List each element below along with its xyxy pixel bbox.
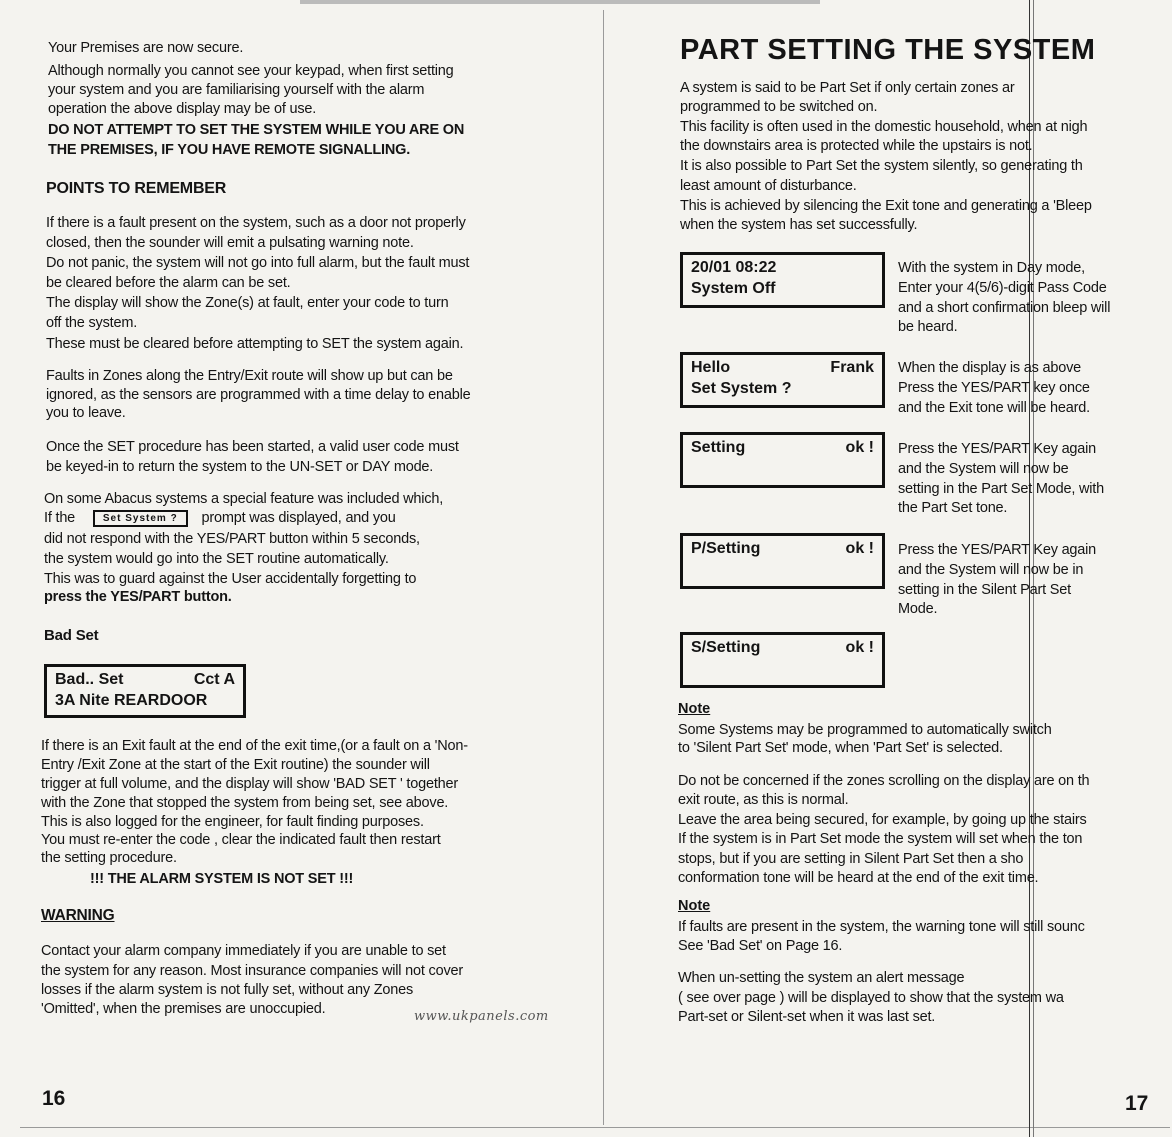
text-line: You must re-enter the code , clear the indicated fault then restart: [41, 832, 441, 848]
text-line: If the system is in Part Set mode the system will set when the ton: [678, 831, 1083, 847]
text-line: ( see over page ) will be displayed to show that the system wa: [678, 990, 1064, 1006]
display-text: ok !: [845, 639, 874, 656]
text-line: exit route, as this is normal.: [678, 792, 849, 808]
text-line: stops, but if you are setting in Silent Part Set then a sho: [678, 851, 1024, 867]
text-fragment: If the: [44, 510, 76, 526]
text-line: This is achieved by silencing the Exit tone and generating a 'Bleep: [680, 198, 1092, 214]
text-line: Although normally you cannot see your keypad, when first setting: [48, 63, 454, 79]
display-part-setting-ok: [680, 533, 885, 589]
display-text: P/Setting: [691, 540, 761, 557]
text-line: Enter your 4(5/6)-digit Pass Code: [898, 280, 1107, 296]
text-line: Press the YES/PART key once: [898, 380, 1090, 396]
text-line: the Part Set tone.: [898, 500, 1008, 516]
text-line: See 'Bad Set' on Page 16.: [678, 938, 843, 954]
text-line: This facility is often used in the domestic household, when at nigh: [680, 119, 1088, 135]
text-line: operation the above display may be of use.: [48, 101, 317, 117]
text-line: off the system.: [46, 315, 138, 331]
text-line: the system would go into the SET routine automatically.: [44, 551, 389, 567]
text-line: With the system in Day mode,: [898, 260, 1085, 276]
text-line: 'Omitted', when the premises are unoccupied.: [41, 1001, 326, 1017]
display-hello-set-system: [680, 352, 885, 408]
text-line: the setting procedure.: [41, 850, 177, 866]
right-page: [610, 0, 1172, 1137]
text-line: setting in the Part Set Mode, with: [898, 481, 1104, 497]
text-line: If faults are present in the system, the warning tone will still sounc: [678, 919, 1085, 935]
text-line: Faults in Zones along the Entry/Exit route will show up but can be: [46, 368, 453, 384]
display-silent-setting-ok: [680, 632, 885, 688]
text-line: losses if the alarm system is not fully set, without any Zones: [41, 982, 414, 998]
text-line: and the System will now be: [898, 461, 1069, 477]
note-heading: Note: [678, 701, 711, 717]
text-line: conformation tone will be heard at the end of the exit time.: [678, 870, 1039, 886]
website-watermark: www.ukpanels.com: [414, 1009, 549, 1024]
text-line: This is also logged for the engineer, for fault finding purposes.: [41, 814, 424, 830]
warning-heading: WARNING: [41, 907, 115, 924]
bad-set-heading: Bad Set: [44, 627, 99, 644]
text-line: press the YES/PART button.: [44, 589, 232, 605]
note-heading: Note: [678, 898, 711, 914]
text-line: the system for any reason. Most insurance companies will not cover: [41, 963, 463, 979]
display-text: System Off: [691, 280, 776, 297]
display-system-off: [680, 252, 885, 308]
text-line: and the Exit tone will be heard.: [898, 400, 1090, 416]
display-text: ok !: [845, 540, 874, 557]
text-line: Do not panic, the system will not go into full alarm, but the fault must: [46, 255, 470, 271]
inline-display-set-system: Set System ?: [93, 510, 188, 527]
text-line: be heard.: [898, 319, 958, 335]
text-line: On some Abacus systems a special feature was included which,: [44, 491, 444, 507]
text-line: [44, 508, 396, 528]
text-line: When un-setting the system an alert message: [678, 970, 965, 986]
text-line: with the Zone that stopped the system from being set, see above.: [41, 795, 449, 811]
alert-line: DO NOT ATTEMPT TO SET THE SYSTEM WHILE YOU ARE ON: [48, 122, 465, 138]
display-text: Frank: [830, 359, 874, 376]
text-line: Part-set or Silent-set when it was last set.: [678, 1009, 936, 1025]
text-line: When the display is as above: [898, 360, 1082, 376]
points-heading: POINTS TO REMEMBER: [46, 180, 227, 197]
text-line: you to leave.: [46, 405, 126, 421]
text-line: least amount of disturbance.: [680, 178, 857, 194]
alert-line: THE PREMISES, IF YOU HAVE REMOTE SIGNALLING.: [48, 142, 411, 158]
text-line: to 'Silent Part Set' mode, when 'Part Set' is selected.: [678, 740, 1003, 756]
text-line: be cleared before the alarm can be set.: [46, 275, 291, 291]
display-setting-ok: [680, 432, 885, 488]
text-line: Do not be concerned if the zones scrolling on the display are on th: [678, 773, 1090, 789]
text-line: Contact your alarm company immediately if you are unable to set: [41, 943, 446, 959]
display-text: Hello: [691, 359, 731, 376]
text-fragment: prompt was displayed, and you: [201, 510, 396, 526]
bad-set-display: [44, 664, 246, 718]
text-line: Press the YES/PART Key again: [898, 441, 1097, 457]
text-line: setting in the Silent Part Set: [898, 582, 1071, 598]
display-text: ok !: [845, 439, 874, 456]
text-line: when the system has set successfully.: [680, 217, 918, 233]
text-line: the downstairs area is protected while the upstairs is not.: [680, 138, 1033, 154]
text-line: Your Premises are now secure.: [48, 40, 244, 56]
text-line: closed, then the sounder will emit a pulsating warning note.: [46, 235, 414, 251]
text-line: If there is an Exit fault at the end of the exit time,(or a fault on a 'Non-: [41, 738, 468, 754]
page-title: PART SETTING THE SYSTEM: [680, 34, 1096, 66]
text-line: Some Systems may be programmed to automatically switch: [678, 722, 1052, 738]
text-line: trigger at full volume, and the display will show 'BAD SET ' together: [41, 776, 459, 792]
text-line: Press the YES/PART Key again: [898, 542, 1097, 558]
text-line: did not respond with the YES/PART button within 5 seconds,: [44, 531, 420, 547]
page-number: 16: [42, 1087, 66, 1110]
display-text: Bad.. Set: [55, 671, 124, 688]
display-text: Setting: [691, 439, 746, 456]
page-number: 17: [1125, 1092, 1149, 1115]
text-line: These must be cleared before attempting to SET the system again.: [46, 336, 464, 352]
text-line: and the System will now be in: [898, 562, 1084, 578]
display-text: 3A Nite REARDOOR: [55, 692, 208, 709]
display-text: 20/01 08:22: [691, 259, 777, 276]
text-line: Entry /Exit Zone at the start of the Exit routine) the sounder will: [41, 757, 430, 773]
text-line: Once the SET procedure has been started, a valid user code must: [46, 439, 459, 455]
text-line: A system is said to be Part Set if only certain zones ar: [680, 80, 1015, 96]
display-text: Set System ?: [691, 380, 792, 397]
text-line: and a short confirmation bleep will: [898, 300, 1111, 316]
text-line: your system and you are familiarising yourself with the alarm: [48, 82, 425, 98]
not-set-banner: !!! THE ALARM SYSTEM IS NOT SET !!!: [90, 871, 354, 887]
text-line: This was to guard against the User accidentally forgetting to: [44, 571, 417, 587]
text-line: Leave the area being secured, for example, by going up the stairs: [678, 812, 1087, 828]
text-line: programmed to be switched on.: [680, 99, 878, 115]
text-line: ignored, as the sensors are programmed with a time delay to enable: [46, 387, 471, 403]
display-text: S/Setting: [691, 639, 761, 656]
page-gutter: [603, 10, 604, 1125]
text-line: Mode.: [898, 601, 938, 617]
display-text: Cct A: [193, 671, 235, 688]
text-line: be keyed-in to return the system to the UN-SET or DAY mode.: [46, 459, 434, 475]
text-line: It is also possible to Part Set the system silently, so generating th: [680, 158, 1083, 174]
text-line: If there is a fault present on the system, such as a door not properly: [46, 215, 466, 231]
text-line: The display will show the Zone(s) at fault, enter your code to turn: [46, 295, 449, 311]
